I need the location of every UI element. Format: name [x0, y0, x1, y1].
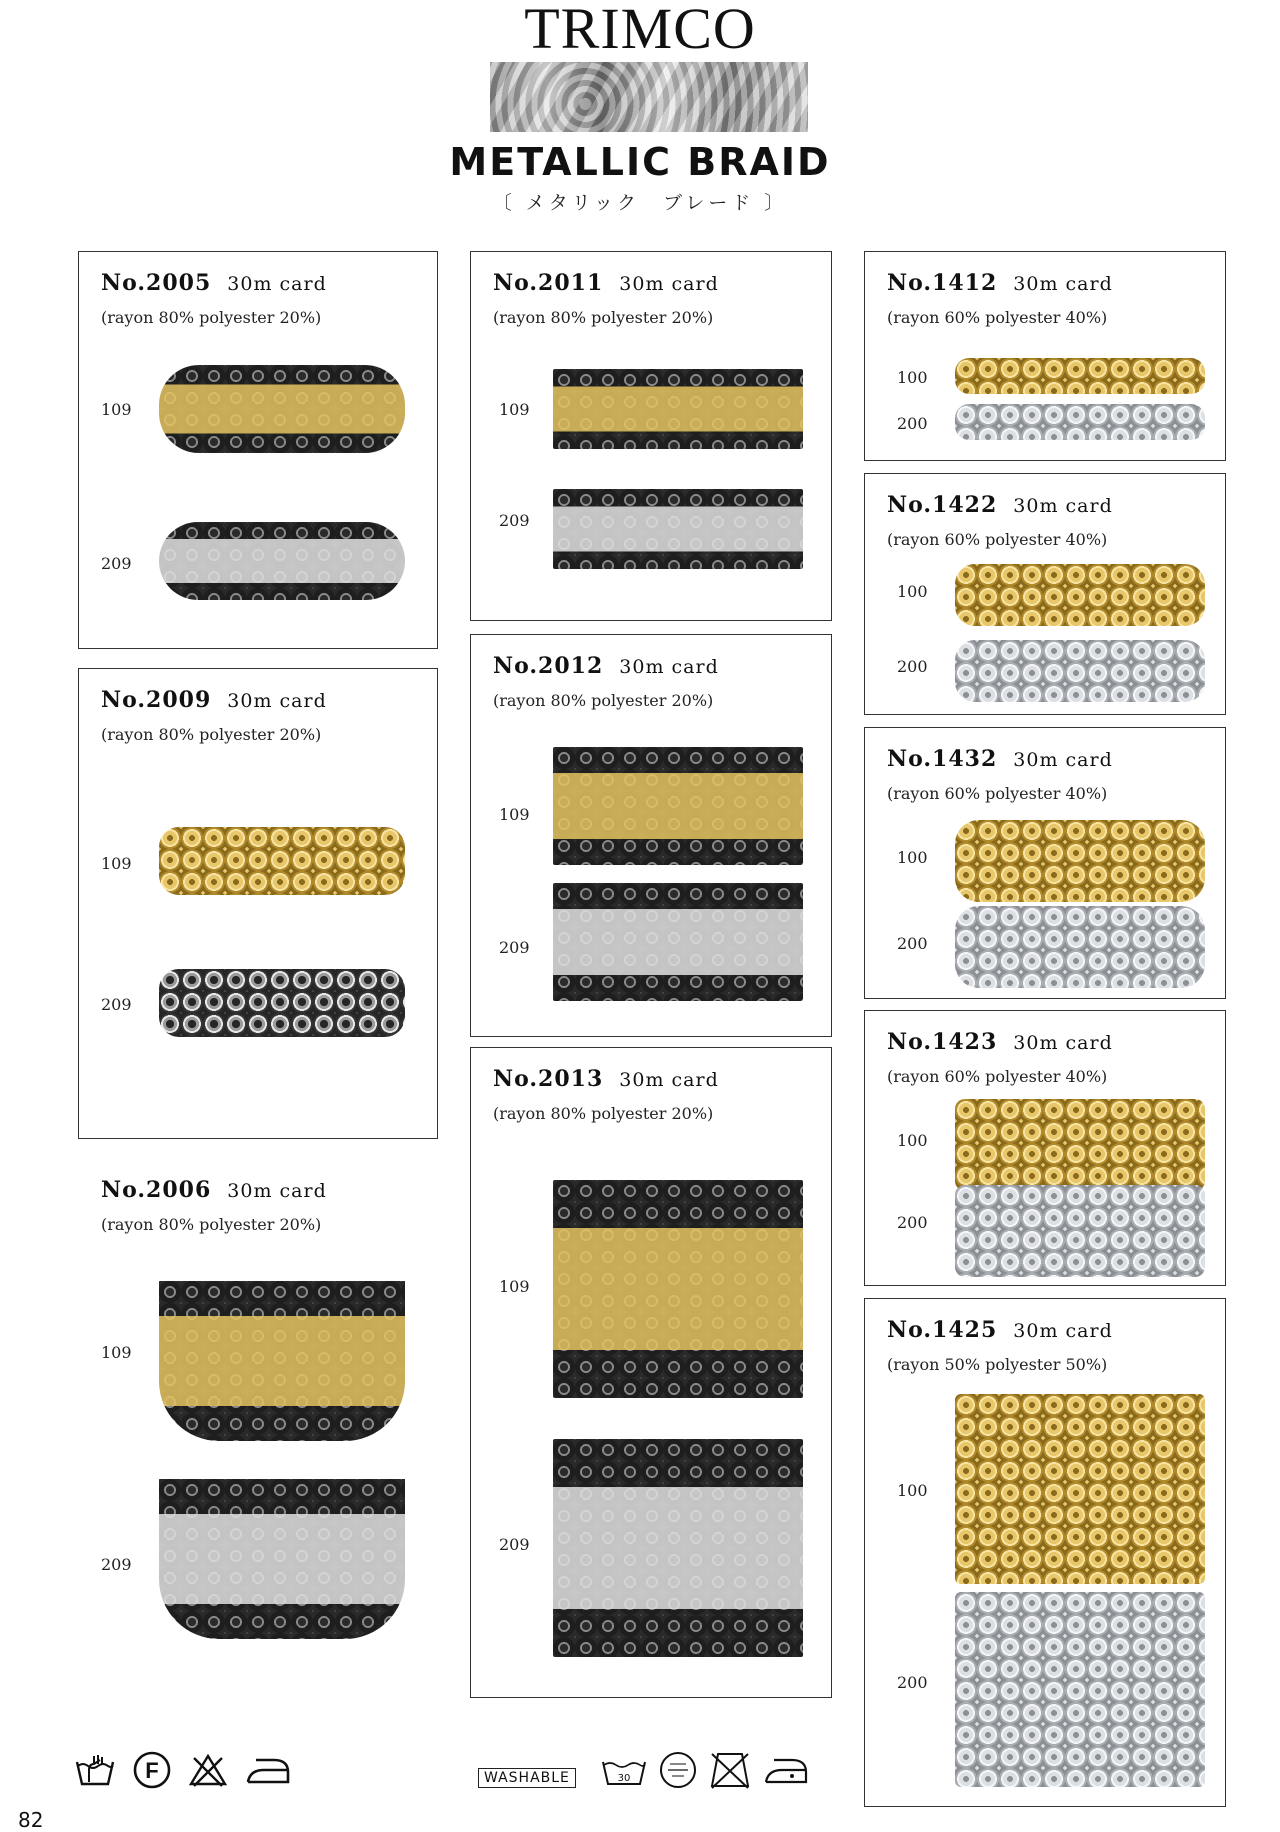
catalog-title: METALLIC BRAID [449, 140, 831, 184]
braid-swatch-109 [159, 1281, 405, 1441]
product-card-2013 [470, 1047, 832, 1698]
header-banner-image [490, 62, 808, 132]
variant-code: 200 [897, 657, 928, 676]
product-card-1425 [864, 1298, 1226, 1807]
braid-swatch-209 [553, 489, 803, 569]
product-composition: (rayon 60% polyester 40%) [887, 530, 1108, 549]
product-composition: (rayon 60% polyester 40%) [887, 784, 1108, 803]
brand-logo: TRIMCO [524, 0, 756, 61]
product-composition: (rayon 80% polyester 20%) [493, 308, 714, 327]
variant-code: 100 [897, 1481, 928, 1500]
product-number: No.1425 [887, 1317, 998, 1343]
braid-swatch-100 [955, 1394, 1205, 1584]
iron-icon [244, 1752, 292, 1788]
variant-code: 109 [499, 1277, 530, 1296]
variant-code: 209 [101, 554, 132, 573]
variant-code: 200 [897, 1213, 928, 1232]
product-number: No.1432 [887, 746, 998, 772]
product-composition: (rayon 60% polyester 40%) [887, 1067, 1108, 1086]
variant-code: 100 [897, 368, 928, 387]
braid-swatch-109 [159, 365, 405, 453]
braid-swatch-200 [955, 906, 1205, 988]
variant-code: 100 [897, 582, 928, 601]
braid-swatch-209 [159, 969, 405, 1037]
product-card-1412 [864, 251, 1226, 461]
product-unit: 30m card [1013, 749, 1113, 771]
variant-code: 200 [897, 414, 928, 433]
braid-swatch-109 [159, 827, 405, 895]
product-card-1423 [864, 1010, 1226, 1286]
variant-code: 100 [897, 848, 928, 867]
variant-code: 200 [897, 934, 928, 953]
hand-wash-icon [74, 1752, 116, 1788]
variant-code: 109 [499, 805, 530, 824]
wash-temp: 30 [617, 1773, 631, 1784]
braid-swatch-209 [159, 1479, 405, 1639]
variant-code: 209 [499, 1535, 530, 1554]
variant-code: 209 [101, 1555, 132, 1574]
product-unit: 30m card [227, 1180, 327, 1202]
iron-low-icon [762, 1752, 810, 1788]
washable-label: WASHABLE [478, 1768, 576, 1788]
product-unit: 30m card [1013, 1320, 1113, 1342]
wash-30-icon [600, 1752, 648, 1788]
product-unit: 30m card [619, 273, 719, 295]
braid-swatch-109 [553, 747, 803, 865]
no-chlorine-bleach-icon [708, 1750, 752, 1790]
product-card-2005 [78, 251, 438, 649]
braid-swatch-200 [955, 640, 1205, 702]
variant-code: 209 [499, 938, 530, 957]
product-number: No.2013 [493, 1066, 604, 1092]
dry-clean-f-icon [132, 1750, 172, 1790]
braid-swatch-109 [553, 1180, 803, 1398]
product-number: No.1412 [887, 270, 998, 296]
care-icons-right [600, 1748, 810, 1792]
braid-swatch-109 [553, 369, 803, 449]
product-composition: (rayon 60% polyester 40%) [887, 308, 1108, 327]
variant-code: 109 [499, 400, 530, 419]
braid-swatch-200 [955, 1185, 1205, 1277]
braid-swatch-100 [955, 1099, 1205, 1191]
product-composition: (rayon 80% polyester 20%) [493, 691, 714, 710]
svg-text:F: F [145, 1758, 159, 1783]
product-card-2009 [78, 668, 438, 1139]
catalog-title-jp: 〔 メタリック ブレード 〕 [492, 192, 788, 214]
product-unit: 30m card [1013, 273, 1113, 295]
variant-code: 200 [897, 1673, 928, 1692]
product-composition: (rayon 80% polyester 20%) [101, 725, 322, 744]
page-number: 82 [18, 1808, 44, 1832]
braid-swatch-209 [553, 883, 803, 1001]
product-card-2012 [470, 634, 832, 1037]
product-number: No.2009 [101, 687, 212, 713]
dry-clean-jp-icon [658, 1750, 698, 1790]
product-number: No.1423 [887, 1029, 998, 1055]
braid-swatch-100 [955, 820, 1205, 902]
braid-swatch-209 [553, 1439, 803, 1657]
product-unit: 30m card [619, 656, 719, 678]
braid-swatch-200 [955, 404, 1205, 440]
care-icons-left [74, 1748, 292, 1792]
variant-code: 109 [101, 400, 132, 419]
variant-code: 109 [101, 854, 132, 873]
product-composition: (rayon 80% polyester 20%) [101, 1215, 322, 1234]
product-unit: 30m card [227, 273, 327, 295]
product-unit: 30m card [619, 1069, 719, 1091]
product-card-1432 [864, 727, 1226, 999]
product-composition: (rayon 80% polyester 20%) [493, 1104, 714, 1123]
product-number: No.2012 [493, 653, 604, 679]
variant-code: 209 [101, 995, 132, 1014]
product-number: No.2005 [101, 270, 212, 296]
no-bleach-icon [188, 1752, 228, 1788]
product-number: No.2011 [493, 270, 604, 296]
product-unit: 30m card [227, 690, 327, 712]
braid-swatch-200 [955, 1592, 1205, 1787]
braid-swatch-209 [159, 522, 405, 600]
variant-code: 109 [101, 1343, 132, 1362]
product-unit: 30m card [1013, 495, 1113, 517]
product-card-1422 [864, 473, 1226, 715]
variant-code: 209 [499, 511, 530, 530]
braid-swatch-100 [955, 564, 1205, 626]
product-number: No.2006 [101, 1177, 212, 1203]
product-card-2011 [470, 251, 832, 621]
product-number: No.1422 [887, 492, 998, 518]
product-card-2006 [78, 1158, 438, 1658]
product-composition: (rayon 80% polyester 20%) [101, 308, 322, 327]
variant-code: 100 [897, 1131, 928, 1150]
product-composition: (rayon 50% polyester 50%) [887, 1355, 1108, 1374]
product-unit: 30m card [1013, 1032, 1113, 1054]
braid-swatch-100 [955, 358, 1205, 394]
